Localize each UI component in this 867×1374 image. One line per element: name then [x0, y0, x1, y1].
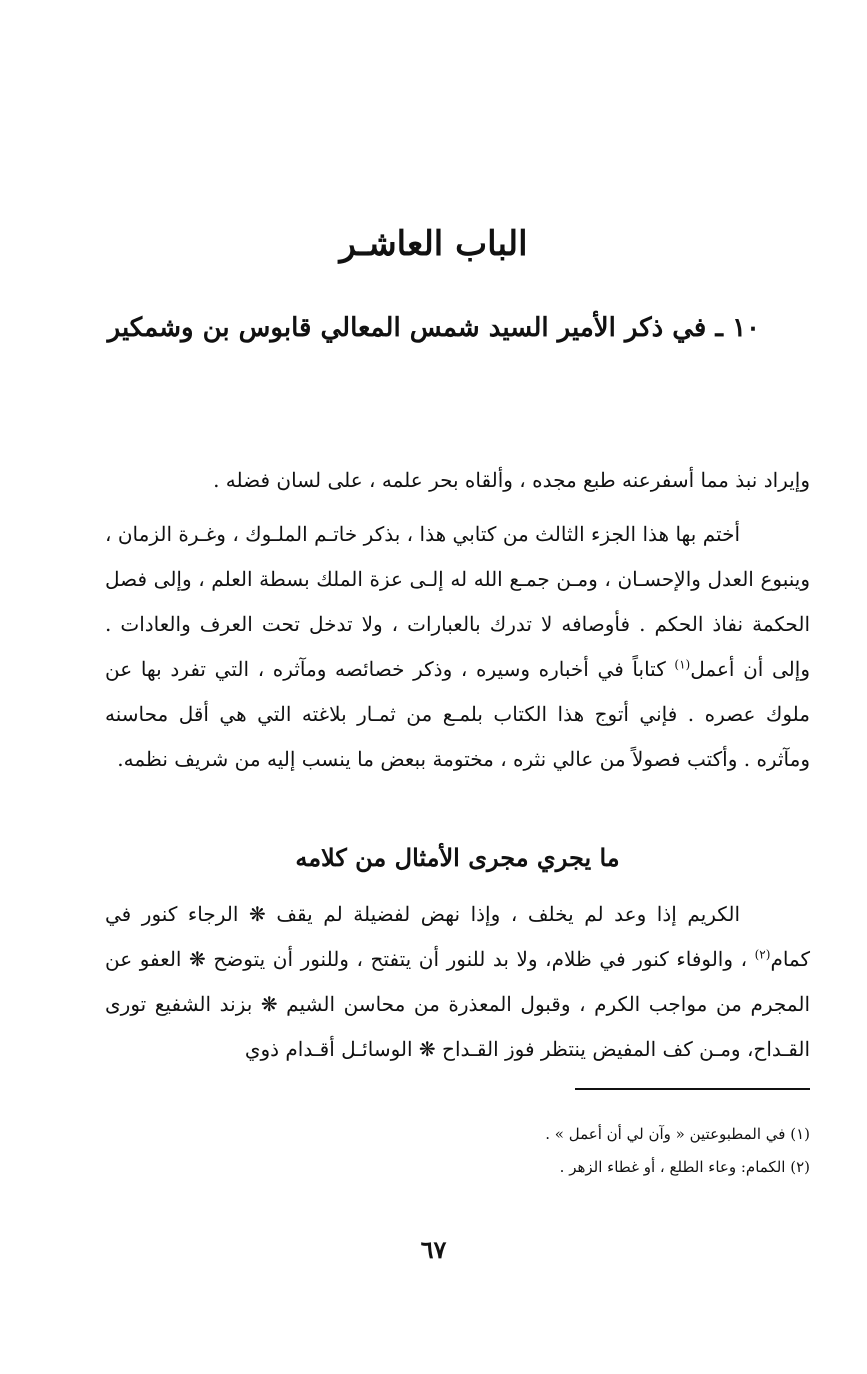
footnotes-list: [105, 1118, 810, 1184]
footnote-2: (٢) الكمام: وعاء الطلع ، أو غطاء الزهر .: [559, 1158, 810, 1176]
footnote-1: (١) في المطبوعتين « وآن لي أن أعمل » .: [545, 1125, 810, 1143]
footnote-divider: [575, 1088, 810, 1090]
footnote-ref-1: (١): [674, 657, 691, 672]
subheading: ما يجري مجرى الأمثال من كلامه: [295, 843, 620, 872]
chapter-title: الباب العاشـر: [339, 224, 528, 264]
sayings-paragraph-text-1: الكريم إذا وعد لم يخلف ، وإذا نهض لفضيلة لم يقف ❋ الرجاء كنور في كمام: [105, 902, 810, 971]
main-paragraph: [105, 512, 810, 782]
main-paragraph-text-1: أختم بها هذا الجزء الثالث من كتابي هذا ، بذكر خاتـم الملـوك ، وغـرة الزمان ، وينبوع العدل والإحسـان ، ومـن جمـع الله له إلـى عزة الملك بسطة العلم ، وإلى فصل الحكمة نفاذ الحكم . فأوصافه لا تدرك بالعبارات ، ولا تدخل تحت العرف والعادات . وإلى أن أعمل: [105, 522, 810, 681]
section-title: ١٠ ـ في ذكر الأمير السيد شمس المعالي قابوس بن وشمكير: [107, 313, 760, 343]
footnote-ref-2: (٢): [754, 947, 771, 962]
sayings-paragraph: [105, 892, 810, 1072]
sayings-paragraph-text-2: ، والوفاء كنور في ظلام، ولا بد للنور أن يتفتح ، وللنور أن يتوضح ❋ العفو عن المجرم من مواجب الكرم ، وقبول المعذرة من محاسن الشيم ❋ بزند الشفيع تورى القـداح، ومـن كف المفيض ينتظر فوز القـداح ❋ الوسائـل أقـدام ذوي: [105, 947, 810, 1061]
intro-line: وإيراد نبذ مما أسفرعنه طبع مجده ، وألقاه بحر علمه ، على لسان فضله .: [213, 468, 810, 492]
main-paragraph-text-2: كتاباً في أخباره وسيره ، وذكر خصائصه ومآثره ، التي تفرد بها عن ملوك عصره . فإني أتوج هذا الكتاب بلمـع من ثمـار بلاغته التي هي أقل محاسنه ومآثره . وأكتب فصولاً من عالي نثره ، مختومة ببعض ما ينسب إليه من شريف نظمه.: [105, 657, 810, 771]
page-number: ٦٧: [420, 1235, 447, 1264]
